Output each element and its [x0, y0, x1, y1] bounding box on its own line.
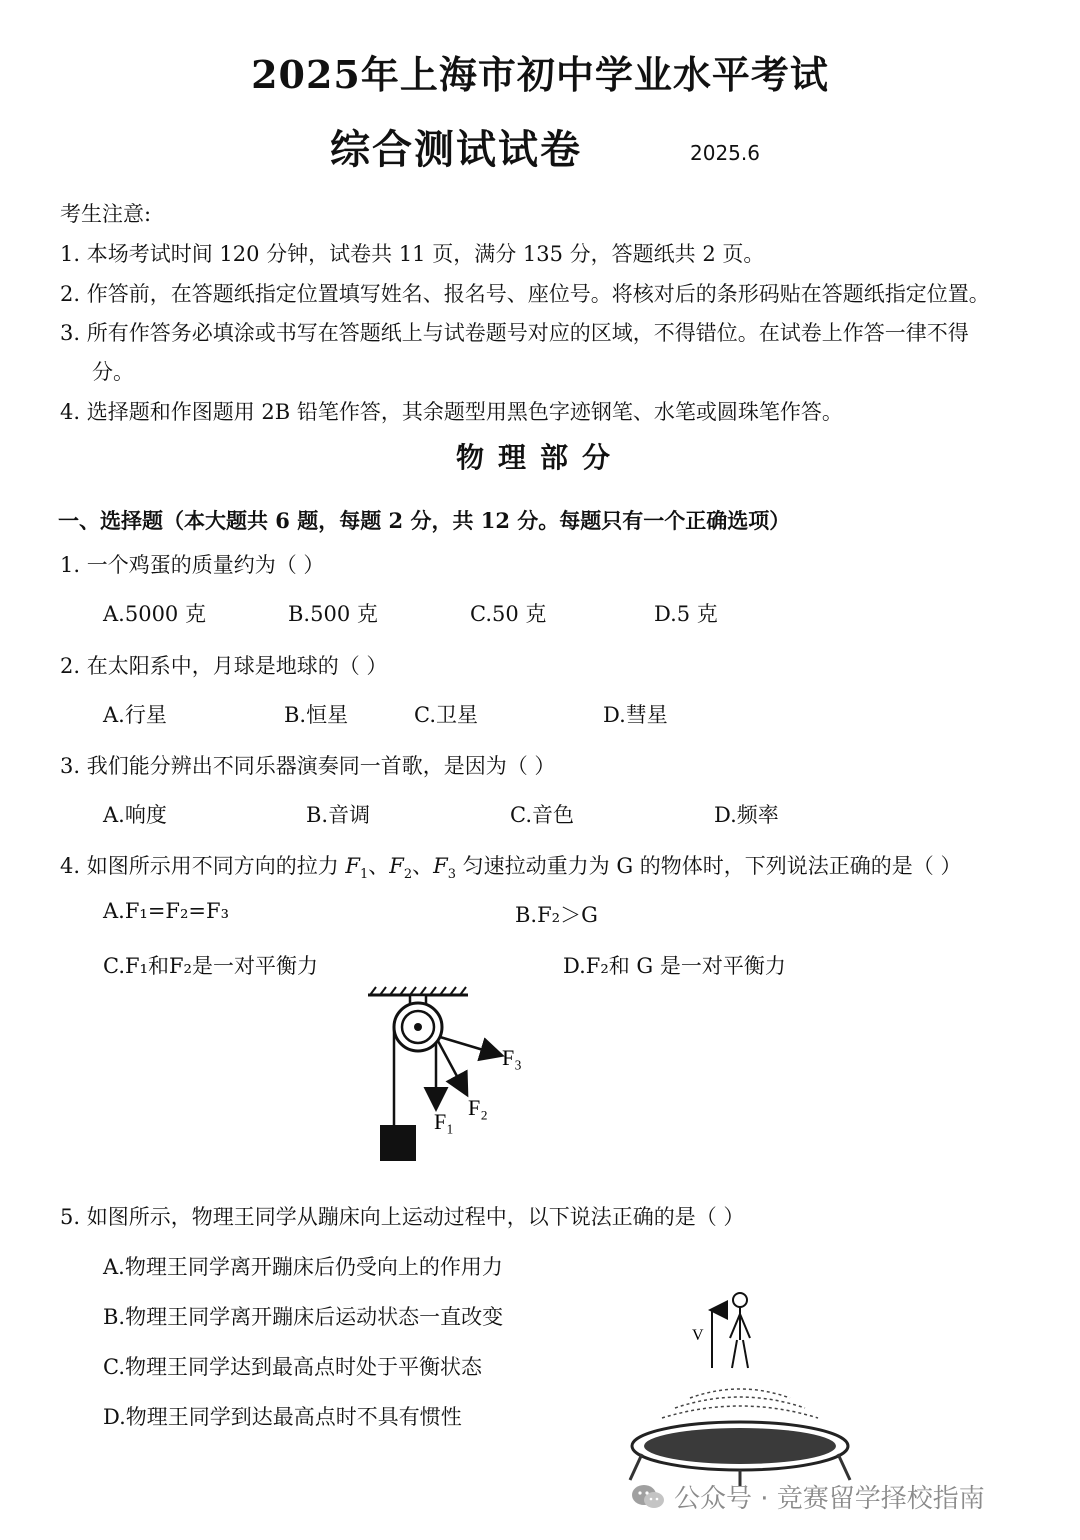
notice-item: 4. 选择题和作图题用 2B 铅笔作答，其余题型用黑色字迹钢笔、水笔或圆珠笔作答。 [60, 400, 843, 424]
motion-arcs [662, 1389, 818, 1418]
q2-option-d: D.彗星 [603, 703, 668, 727]
force-f2-arrow [438, 1041, 466, 1093]
q4-stem-part-b: 匀速拉动重力为 G 的物体时，下列说法正确的是（ ） [455, 854, 962, 878]
part-heading: 一、选择题（本大题共 6 题，每题 2 分，共 12 分。每题只有一个正确选项） [58, 508, 791, 533]
pulley-figure [360, 985, 560, 1170]
q3-option-b: B.音调 [306, 803, 371, 827]
q2-option-c: C.卫星 [414, 703, 478, 727]
exam-date: 2025.6 [690, 141, 760, 165]
q1-option-c: C.50 克 [470, 602, 547, 626]
velocity-label: V [692, 1327, 704, 1344]
q4-option-b: B.F₂＞G [515, 903, 598, 927]
label-f1: F₁ [434, 1109, 454, 1134]
q4-option-a: A.F₁=F₂=F₃ [103, 899, 229, 923]
q1-option-d: D.5 克 [654, 602, 718, 626]
watermark-text: 公众号 · 竞赛留学择校指南 [674, 1484, 985, 1514]
section-title: 物理部分 [455, 441, 624, 474]
q5-option-c: C.物理王同学达到最高点时处于平衡状态 [103, 1355, 482, 1379]
question-4-stem: 4. 如图所示用不同方向的拉力 $F_1$、$F_2$、$F_3$ 匀速拉动重力为 G 的物体时，下列说法正确的是（ ） [60, 854, 962, 883]
q5-option-b: B.物理王同学离开蹦床后运动状态一直改变 [103, 1305, 504, 1329]
trampoline-mat [644, 1428, 836, 1464]
label-f3: F₃ [502, 1045, 522, 1070]
q4-option-d: D.F₂和 G 是一对平衡力 [563, 954, 786, 978]
q3-option-a: A.响度 [103, 803, 167, 827]
q4-option-c: C.F₁和F₂是一对平衡力 [103, 954, 318, 978]
q2-option-a: A.行星 [103, 703, 167, 727]
q2-option-b: B.恒星 [284, 703, 349, 727]
q3-option-c: C.音色 [510, 803, 574, 827]
q5-option-d: D.物理王同学到达最高点时不具有惯性 [103, 1405, 462, 1429]
q5-option-a: A.物理王同学离开蹦床后仍受向上的作用力 [103, 1255, 503, 1279]
q3-option-d: D.频率 [714, 803, 779, 827]
force-f3-arrow [440, 1037, 500, 1055]
question-3-stem: 3. 我们能分辨出不同乐器演奏同一首歌，是因为（ ） [60, 754, 556, 778]
notice-item: 3. 所有作答务必填涂或书写在答题纸上与试卷题号对应的区域，不得错位。在试卷上作答一律不得 [60, 321, 969, 345]
watermark [630, 1478, 985, 1515]
q1-option-a: A.5000 克 [103, 602, 206, 626]
q4-stem-part-a: 4. 如图所示用不同方向的拉力 [60, 854, 346, 878]
question-2-stem: 2. 在太阳系中，月球是地球的（ ） [60, 654, 388, 678]
weight-block [380, 1125, 416, 1161]
notice-item: 1. 本场考试时间 120 分钟，试卷共 11 页，满分 135 分，答题纸共 2 页。 [60, 242, 765, 266]
trampoline-figure [620, 1288, 860, 1488]
exam-subtitle: 综合测试试卷 [330, 126, 582, 173]
notice-item-continued: 分。 [92, 360, 134, 384]
pulley-axle [414, 1023, 422, 1031]
wechat-icon [630, 1483, 666, 1511]
notice-item: 2. 作答前，在答题纸指定位置填写姓名、报名号、座位号。将核对后的条形码贴在答题纸指定位置。 [60, 282, 990, 306]
notice-heading: 考生注意: [60, 202, 152, 226]
label-f2: F₂ [468, 1095, 488, 1120]
question-1-stem: 1. 一个鸡蛋的质量约为（ ） [60, 553, 325, 577]
stick-figure [730, 1293, 750, 1368]
question-5-stem: 5. 如图所示，物理王同学从蹦床向上运动过程中，以下说法正确的是（ ） [60, 1205, 745, 1229]
q1-option-b: B.500 克 [288, 602, 378, 626]
exam-title: 2025年上海市初中学业水平考试 [251, 52, 829, 97]
